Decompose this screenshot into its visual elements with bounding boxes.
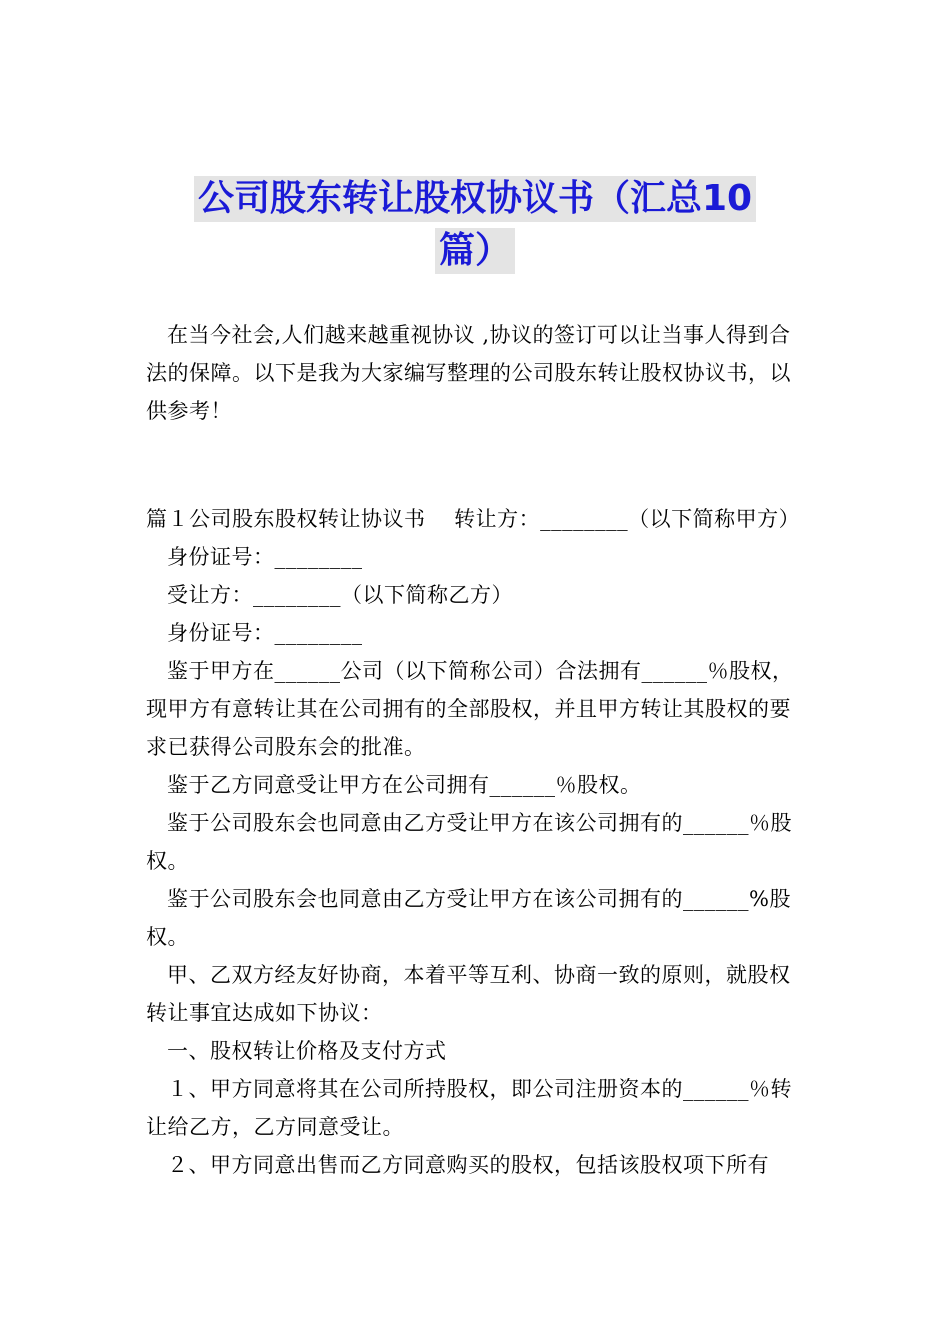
intro-paragraph: 在当今社会,人们越来越重视协议 ,协议的签订可以让当事人得到合法的保障。以下是我为大家编写整理的公司股东转让股权协议书，以供参考！ bbox=[146, 323, 791, 423]
recital-paragraph-2: 鉴于乙方同意受让甲方在公司拥有______％股权。 bbox=[167, 773, 642, 797]
transferee-line: 受让方：________（以下简称乙方） bbox=[167, 583, 513, 607]
document-title bbox=[0, 176, 950, 274]
agreement-heading-paragraph: 篇１公司股东股权转让协议书 转让方：________（以下简称甲方） bbox=[146, 507, 801, 531]
recital-paragraph-3: 鉴于公司股东会也同意由乙方受让甲方在该公司拥有的______％股权。 bbox=[146, 811, 792, 873]
agreement-preamble: 甲、乙双方经友好协商，本着平等互利、协商一致的原则，就股权转让事宜达成如下协议： bbox=[146, 963, 791, 1025]
title-line-1: 公司股东转让股权协议书（汇总10 bbox=[194, 176, 756, 222]
agreement-body bbox=[146, 500, 810, 1184]
section-heading-1: 一、股权转让价格及支付方式 bbox=[167, 1039, 447, 1063]
intro-paragraph-block bbox=[146, 316, 810, 430]
recital-paragraph-4: 鉴于公司股东会也同意由乙方受让甲方在该公司拥有的______%股权。 bbox=[146, 887, 791, 949]
recital-paragraph-1: 鉴于甲方在______公司（以下简称公司）合法拥有______％股权，现甲方有意转让其在公司拥有的全部股权，并且甲方转让其股权的要求已获得公司股东会的批准。 bbox=[146, 659, 794, 759]
transferor-id-line: 身份证号：________ bbox=[167, 545, 363, 569]
title-line-2: 篇） bbox=[435, 228, 515, 274]
clause-2: ２、甲方同意出售而乙方同意购买的股权，包括该股权项下所有 bbox=[167, 1153, 769, 1177]
clause-1: １、甲方同意将其在公司所持股权，即公司注册资本的______％转让给乙方，乙方同意受让。 bbox=[146, 1077, 792, 1139]
transferee-id-line: 身份证号：________ bbox=[167, 621, 363, 645]
